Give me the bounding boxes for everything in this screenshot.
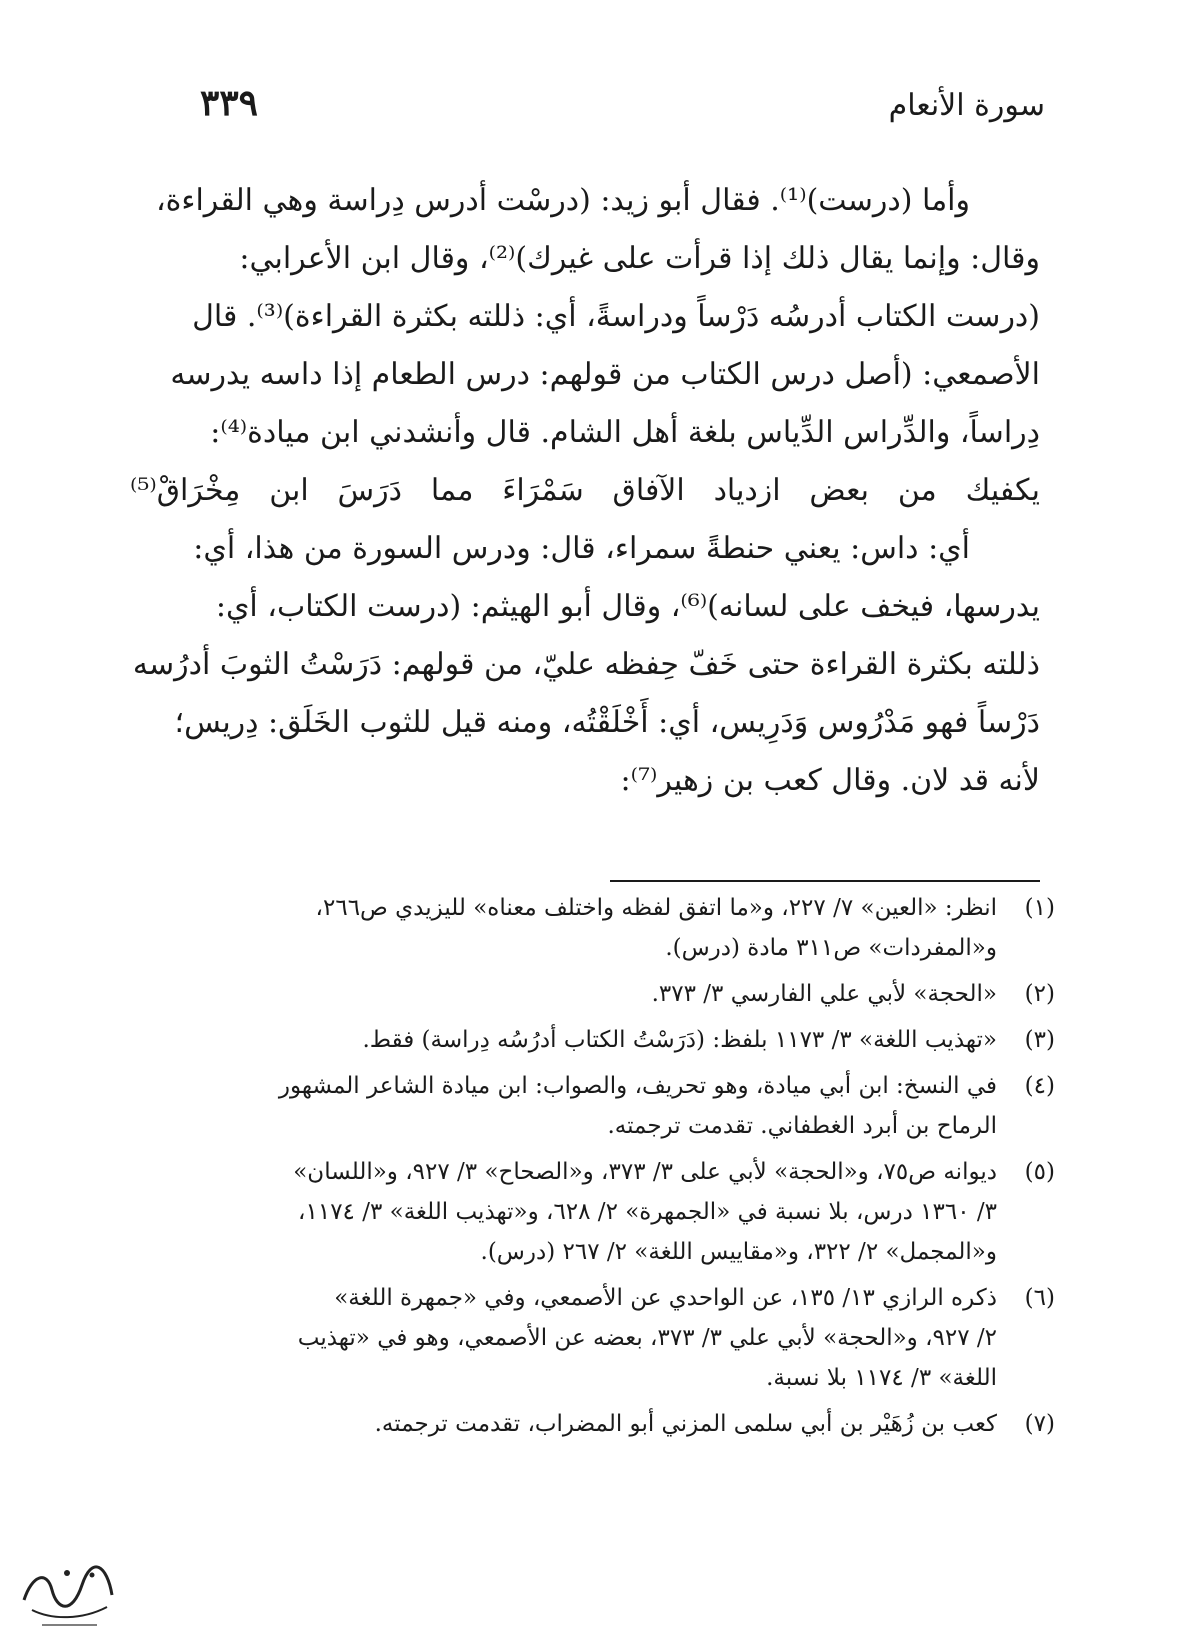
text-line: دَرْساً فهو مَدْرُوس وَدَرِيس، أي: أَخْلَقْتُه، ومنه قيل للثوب الخَلَق: دِريس؛ — [174, 705, 1040, 740]
text-line: (درست الكتاب أدرسُه دَرْساً ودراسةً، أي: ذللته بكثرة القراءة)⁽³⁾. قال — [192, 299, 1040, 334]
page-number: ٣٣٩ — [200, 82, 259, 124]
footnote — [130, 1066, 1055, 1146]
text-line: ذللته بكثرة القراءة حتى خَفّ حِفظه عليّ، من قولهم: دَرَسْتُ الثوبَ أدرُسه — [132, 647, 1040, 682]
footnote-text: انظر: «العين» ٧/ ٢٢٧، و«ما اتفق لفظه واختلف معناه» لليزيدي ص٢٦٦، — [315, 895, 997, 921]
footnote-number: (٥) — [1024, 1159, 1055, 1185]
footnote — [130, 974, 1055, 1014]
footnote-number: (١) — [1024, 895, 1055, 921]
footnotes — [130, 888, 1055, 1450]
text-line: وأما (درست)⁽¹⁾. فقال أبو زيد: (درسْت أدرس دِراسة وهي القراءة، — [155, 183, 970, 218]
footnote — [130, 1278, 1055, 1398]
footnote-number: (٧) — [1024, 1411, 1055, 1437]
footnote-text: الرماح بن أبرد الغطفاني. تقدمت ترجمته. — [607, 1113, 997, 1139]
footnote — [130, 888, 1055, 968]
footnote-number: (٢) — [1024, 981, 1055, 1007]
footnote-text: ذكره الرازي ١٣/ ١٣٥، عن الواحدي عن الأصمعي، وفي «جمهرة اللغة» — [334, 1285, 997, 1311]
footnote-text: ديوانه ص٧٥، و«الحجة» لأبي على ٣/ ٣٧٣، و«الصحاح» ٣/ ٩٢٧، و«اللسان» — [293, 1159, 997, 1185]
footnote-text: «الحجة» لأبي علي الفارسي ٣/ ٣٧٣. — [651, 981, 997, 1007]
text-line: وقال: وإنما يقال ذلك إذا قرأت على غيرك)⁽²⁾، وقال ابن الأعرابي: — [239, 241, 1040, 276]
publisher-logo-icon — [12, 1545, 122, 1635]
footnote-separator — [610, 880, 1040, 882]
footnote-text: و«المجمل» ٢/ ٣٢٢، و«مقاييس اللغة» ٢/ ٢٦٧ (درس). — [480, 1239, 997, 1265]
main-text — [130, 172, 1040, 810]
footnote-number: (٣) — [1024, 1027, 1055, 1053]
footnote-number: (٤) — [1024, 1073, 1055, 1099]
surah-title: سورة الأنعام — [888, 88, 1045, 123]
footnote-text: كعب بن زُهَيْر بن أبي سلمى المزني أبو المضراب، تقدمت ترجمته. — [374, 1411, 997, 1437]
text-line: دِراساً، والدِّراس الدِّياس بلغة أهل الشام. قال وأنشدني ابن ميادة⁽⁴⁾: — [210, 415, 1040, 450]
footnote-text: «تهذيب اللغة» ٣/ ١١٧٣ بلفظ: (دَرَسْتُ الكتاب أدرُسُه دِراسة) فقط. — [362, 1027, 997, 1053]
footnote-number: (٦) — [1024, 1285, 1055, 1311]
footnote-text: ٢/ ٩٢٧، و«الحجة» لأبي علي ٣/ ٣٧٣، بعضه عن الأصمعي، وهو في «تهذيب — [297, 1325, 997, 1351]
page-header — [0, 82, 1185, 142]
text-line: الأصمعي: (أصل درس الكتاب من قولهم: درس الطعام إذا داسه يدرسه — [170, 357, 1040, 392]
footnote — [130, 1404, 1055, 1444]
footnote-text: و«المفردات» ص٣١١ مادة (درس). — [665, 935, 997, 961]
poetry-verse-line: يكفيك من بعض ازدياد الآفاق سَمْرَاءَ مما دَرَسَ ابن مِخْرَاقْ⁽⁵⁾ — [130, 473, 1040, 508]
text-line: أي: داس: يعني حنطةً سمراء، قال: ودرس السورة من هذا، أي: — [193, 531, 970, 566]
footnote — [130, 1020, 1055, 1060]
text-line: يدرسها، فيخف على لسانه)⁽⁶⁾، وقال أبو الهيثم: (درست الكتاب، أي: — [215, 589, 1040, 624]
footnote — [130, 1152, 1055, 1272]
footnote-text: اللغة» ٣/ ١١٧٤ بلا نسبة. — [766, 1365, 997, 1391]
footnote-text: في النسخ: ابن أبي ميادة، وهو تحريف، والصواب: ابن ميادة الشاعر المشهور — [278, 1073, 997, 1099]
text-line: لأنه قد لان. وقال كعب بن زهير⁽⁷⁾: — [620, 763, 1040, 798]
footnote-text: ٣/ ١٣٦٠ درس، بلا نسبة في «الجمهرة» ٢/ ٦٢٨، و«تهذيب اللغة» ٣/ ١١٧٤، — [298, 1199, 997, 1225]
